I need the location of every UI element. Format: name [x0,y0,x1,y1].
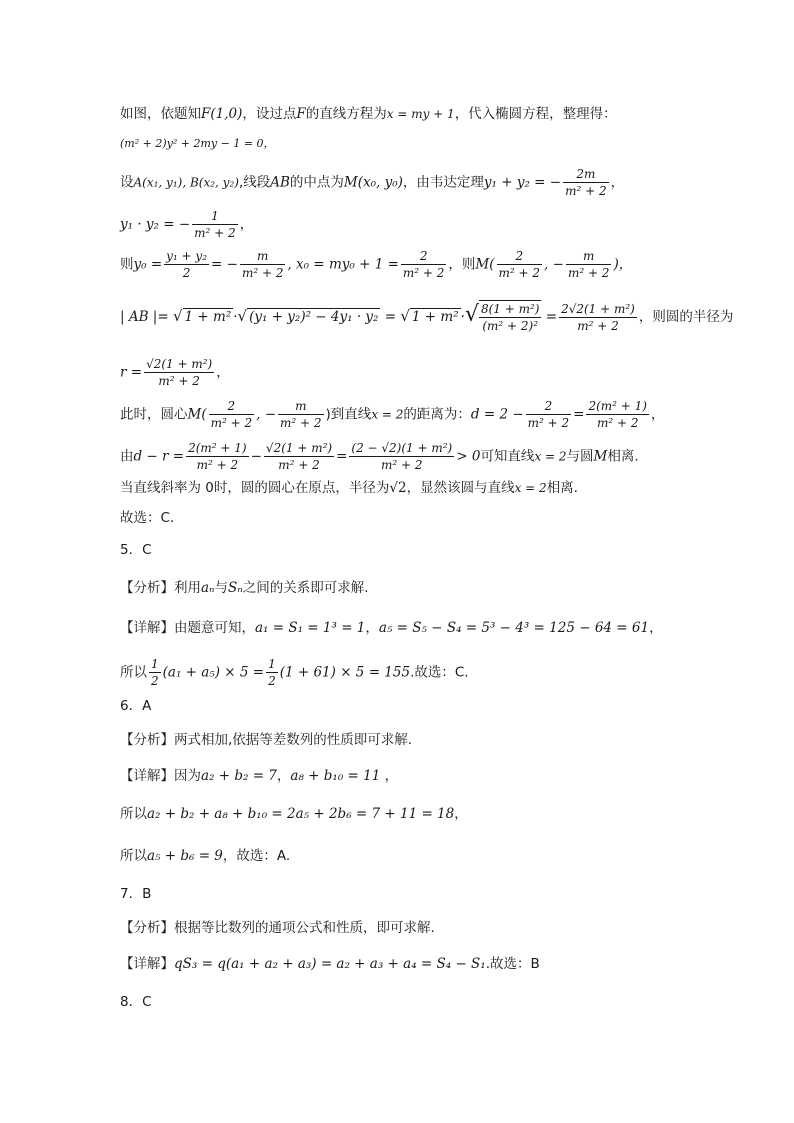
solution-line-9 [120,440,754,473]
formula: = [545,309,558,325]
solution-line-8 [120,398,754,431]
answer-label: 8．C [120,994,152,1010]
solution-line-1 [120,104,754,124]
formula: F [296,106,306,122]
formula: a₈ + b₁₀ = 11 [290,768,381,784]
fraction: $\frac{1}{2}$ [151,657,159,688]
formula: · [233,309,238,325]
text: ， [649,620,663,636]
fraction: $\frac{\text{(2 − √2)(1 + m²)}}{\text{m² + 2}}$ [351,441,453,472]
text: ， [454,806,468,822]
formula: , − [256,406,277,423]
text: 【分析】两式相加,依据等差数列的性质即可求解. [120,732,413,748]
answer-label: 5．C [120,542,152,558]
formula: > 0 [456,448,481,465]
formula: a₅ = S₅ − S₄ = 5³ − 4³ = 125 − 64 = 61 [378,620,650,636]
formula: Sₙ [228,580,243,596]
solution-line-10 [120,478,754,498]
formula: = [573,406,585,423]
sqrt: √ 1 + m² [400,307,459,325]
fraction: $\frac{\text{√2(1 + m²)}}{\text{m² + 2}}$ [146,357,213,388]
formula: d = 2 − [470,406,524,423]
text: ，则 [448,256,476,273]
fraction: $\frac{2}{\text{m² + 2}}$ [402,249,445,280]
formula: M(x₀, y₀) [343,174,403,191]
text: 与圆 [566,448,594,465]
fraction: $\frac{\text{2√2(1 + m²)}}{\text{m² + 2}}$ [561,301,635,333]
q6-line-3 [120,846,754,866]
text: 【详解】 [120,956,174,972]
solution-line-2 [120,134,754,154]
text: ， [380,768,399,784]
q5-analysis [120,578,754,598]
text: ，显然该圆与直线 [406,480,515,496]
text: ，故选：A. [222,848,291,864]
formula: A(x₁, y₁), B(x₂, y₂) [133,175,239,190]
text: )到直线 [325,406,372,423]
formula: a₂ + b₂ + a₈ + b₁₀ = 2a₅ + 2b₆ = 7 + 11 = 18 [147,806,455,822]
formula: AB [270,174,290,191]
fraction: $\frac{m}{\text{m² + 2}}$ [241,249,284,280]
text: 【详解】由题意可知， [120,620,255,636]
text: ， [610,174,625,191]
text: .故选：C. [410,664,469,681]
text: 相离. [607,448,639,465]
text: 【分析】根据等比数列的通项公式和性质，即可求解. [120,920,435,936]
text: 【分析】利用 [120,580,201,596]
text: 当直线斜率为 0时，圆的圆心在原点，半径为 [120,480,390,496]
formula: (a₁ + a₅) × 5 = [162,664,265,681]
fraction: $\frac{2}{\text{m² + 2}}$ [498,249,541,280]
sqrt: √ (y₁ + y₂)² − 4y₁ · y₂ [237,307,379,325]
text: 则 [120,256,134,273]
formula: r = [120,364,143,381]
solution-line-5 [120,248,754,281]
q7-analysis [120,918,754,938]
formula: y₁ · y₂ = − [120,216,191,233]
text: ，则圆的半径为 [638,309,734,325]
q6-detail [120,766,754,786]
text: 之间的关系即可求解. [242,580,369,596]
formula: | AB |= [120,309,169,325]
sqrt: √ $\frac{\text{8(1 + m²)}}{\text{(m² + 2)²}}$ [464,302,540,333]
formula: (m² + 2)y² + 2my − 1 = 0， [120,137,275,150]
text: ， [365,620,379,636]
text: 【详解】因为 [120,768,201,784]
q5-result [120,656,754,689]
text: 由 [120,448,134,465]
q7-detail [120,954,754,974]
fraction: $\frac{2}{\text{m² + 2}}$ [527,399,570,430]
solution-line-6 [120,300,754,334]
formula: , x₀ = my₀ + 1 = [287,256,399,273]
fraction: $\frac{m}{\text{m² + 2}}$ [567,249,610,280]
formula: M [593,448,608,465]
text: 相离. [546,480,578,496]
fraction: $\frac{2}{\text{m² + 2}}$ [210,399,253,430]
formula: x = 2 [514,481,547,495]
text: 与 [214,580,229,596]
answer-label: 6．A [120,698,152,714]
formula: − [250,448,262,465]
text: 所以 [120,806,147,822]
text: ，设过点 [242,106,297,122]
answer-q8 [120,992,754,1012]
formula: , − [544,256,564,273]
formula: aₙ [201,580,215,596]
fraction: $\frac{\text{2(m² + 1)}}{\text{m² + 2}}$ [588,399,647,430]
formula: y₁ + y₂ = − [483,174,562,191]
q6-line-2 [120,804,754,824]
formula: x = my + 1 [386,107,455,121]
solution-line-7 [120,356,754,389]
text: 如图，依题知 [120,106,201,122]
text: 可知直线 [480,448,535,465]
formula: a₁ = S₁ = 1³ = 1 [255,620,366,636]
text: 此时，圆心 [120,406,188,423]
formula: (1 + 61) × 5 = 155 [279,664,411,681]
formula: = [336,448,348,465]
fraction: $\frac{\text{2(m² + 1)}}{\text{m² + 2}}$ [188,441,247,472]
solution-line-11 [120,508,754,528]
fraction: $\frac{\text{y₁ + y₂}}{2}$ [166,249,208,280]
text: ， [276,768,291,784]
formula: qS₃ = q(a₁ + a₂ + a₃) = a₂ + a₃ + a₄ = S₄ − S₁ [174,956,486,972]
solution-line-3 [120,166,754,206]
text: 设 [120,174,134,191]
formula: a₅ + b₆ = 9 [147,848,223,864]
formula: y₀ = [133,256,163,273]
fraction: $\frac{2m}{\text{m² + 2}}$ [565,167,607,198]
fraction: $\frac{1}{2}$ [268,657,276,688]
answer-q7 [120,884,754,904]
q5-detail [120,618,754,638]
text: ,线段 [238,174,271,191]
formula: = − [211,256,238,273]
text: 故选：C. [120,510,175,526]
answer-q5 [120,540,754,560]
fraction: $\frac{\text{√2(1 + m²)}}{\text{m² + 2}}$ [265,441,333,472]
formula: · [460,309,465,325]
formula: x = 2 [534,449,567,464]
formula: d − r = [133,448,185,465]
text: 所以 [120,848,147,864]
text: 的中点为 [289,174,344,191]
sqrt: √ 1 + m² [172,307,232,325]
solution-line-4 [120,208,754,241]
formula: M( [475,256,495,273]
text: ， [216,364,230,381]
text: ，由韦达定理 [402,174,484,191]
text: 的距离为： [403,406,471,423]
formula: = [384,309,397,325]
formula: a₂ + b₂ = 7 [201,768,277,784]
text: .故选：B [485,956,540,972]
formula: F(1,0) [201,106,243,122]
answer-label: 7．B [120,886,152,902]
formula: M( [187,406,207,423]
text: ， [650,406,665,423]
text: 所以 [120,664,147,681]
text: 的直线方程为 [305,106,387,122]
fraction: $\frac{m}{\text{m² + 2}}$ [280,399,322,430]
text: ， [239,216,254,233]
fraction: $\frac{1}{\text{m² + 2}}$ [194,209,236,240]
q6-analysis [120,730,754,750]
formula: x = 2 [371,407,404,422]
answer-q6 [120,696,754,716]
formula: √2 [389,480,407,496]
text: ，代入椭圆方程，整理得： [454,106,617,122]
formula: )， [613,256,633,273]
